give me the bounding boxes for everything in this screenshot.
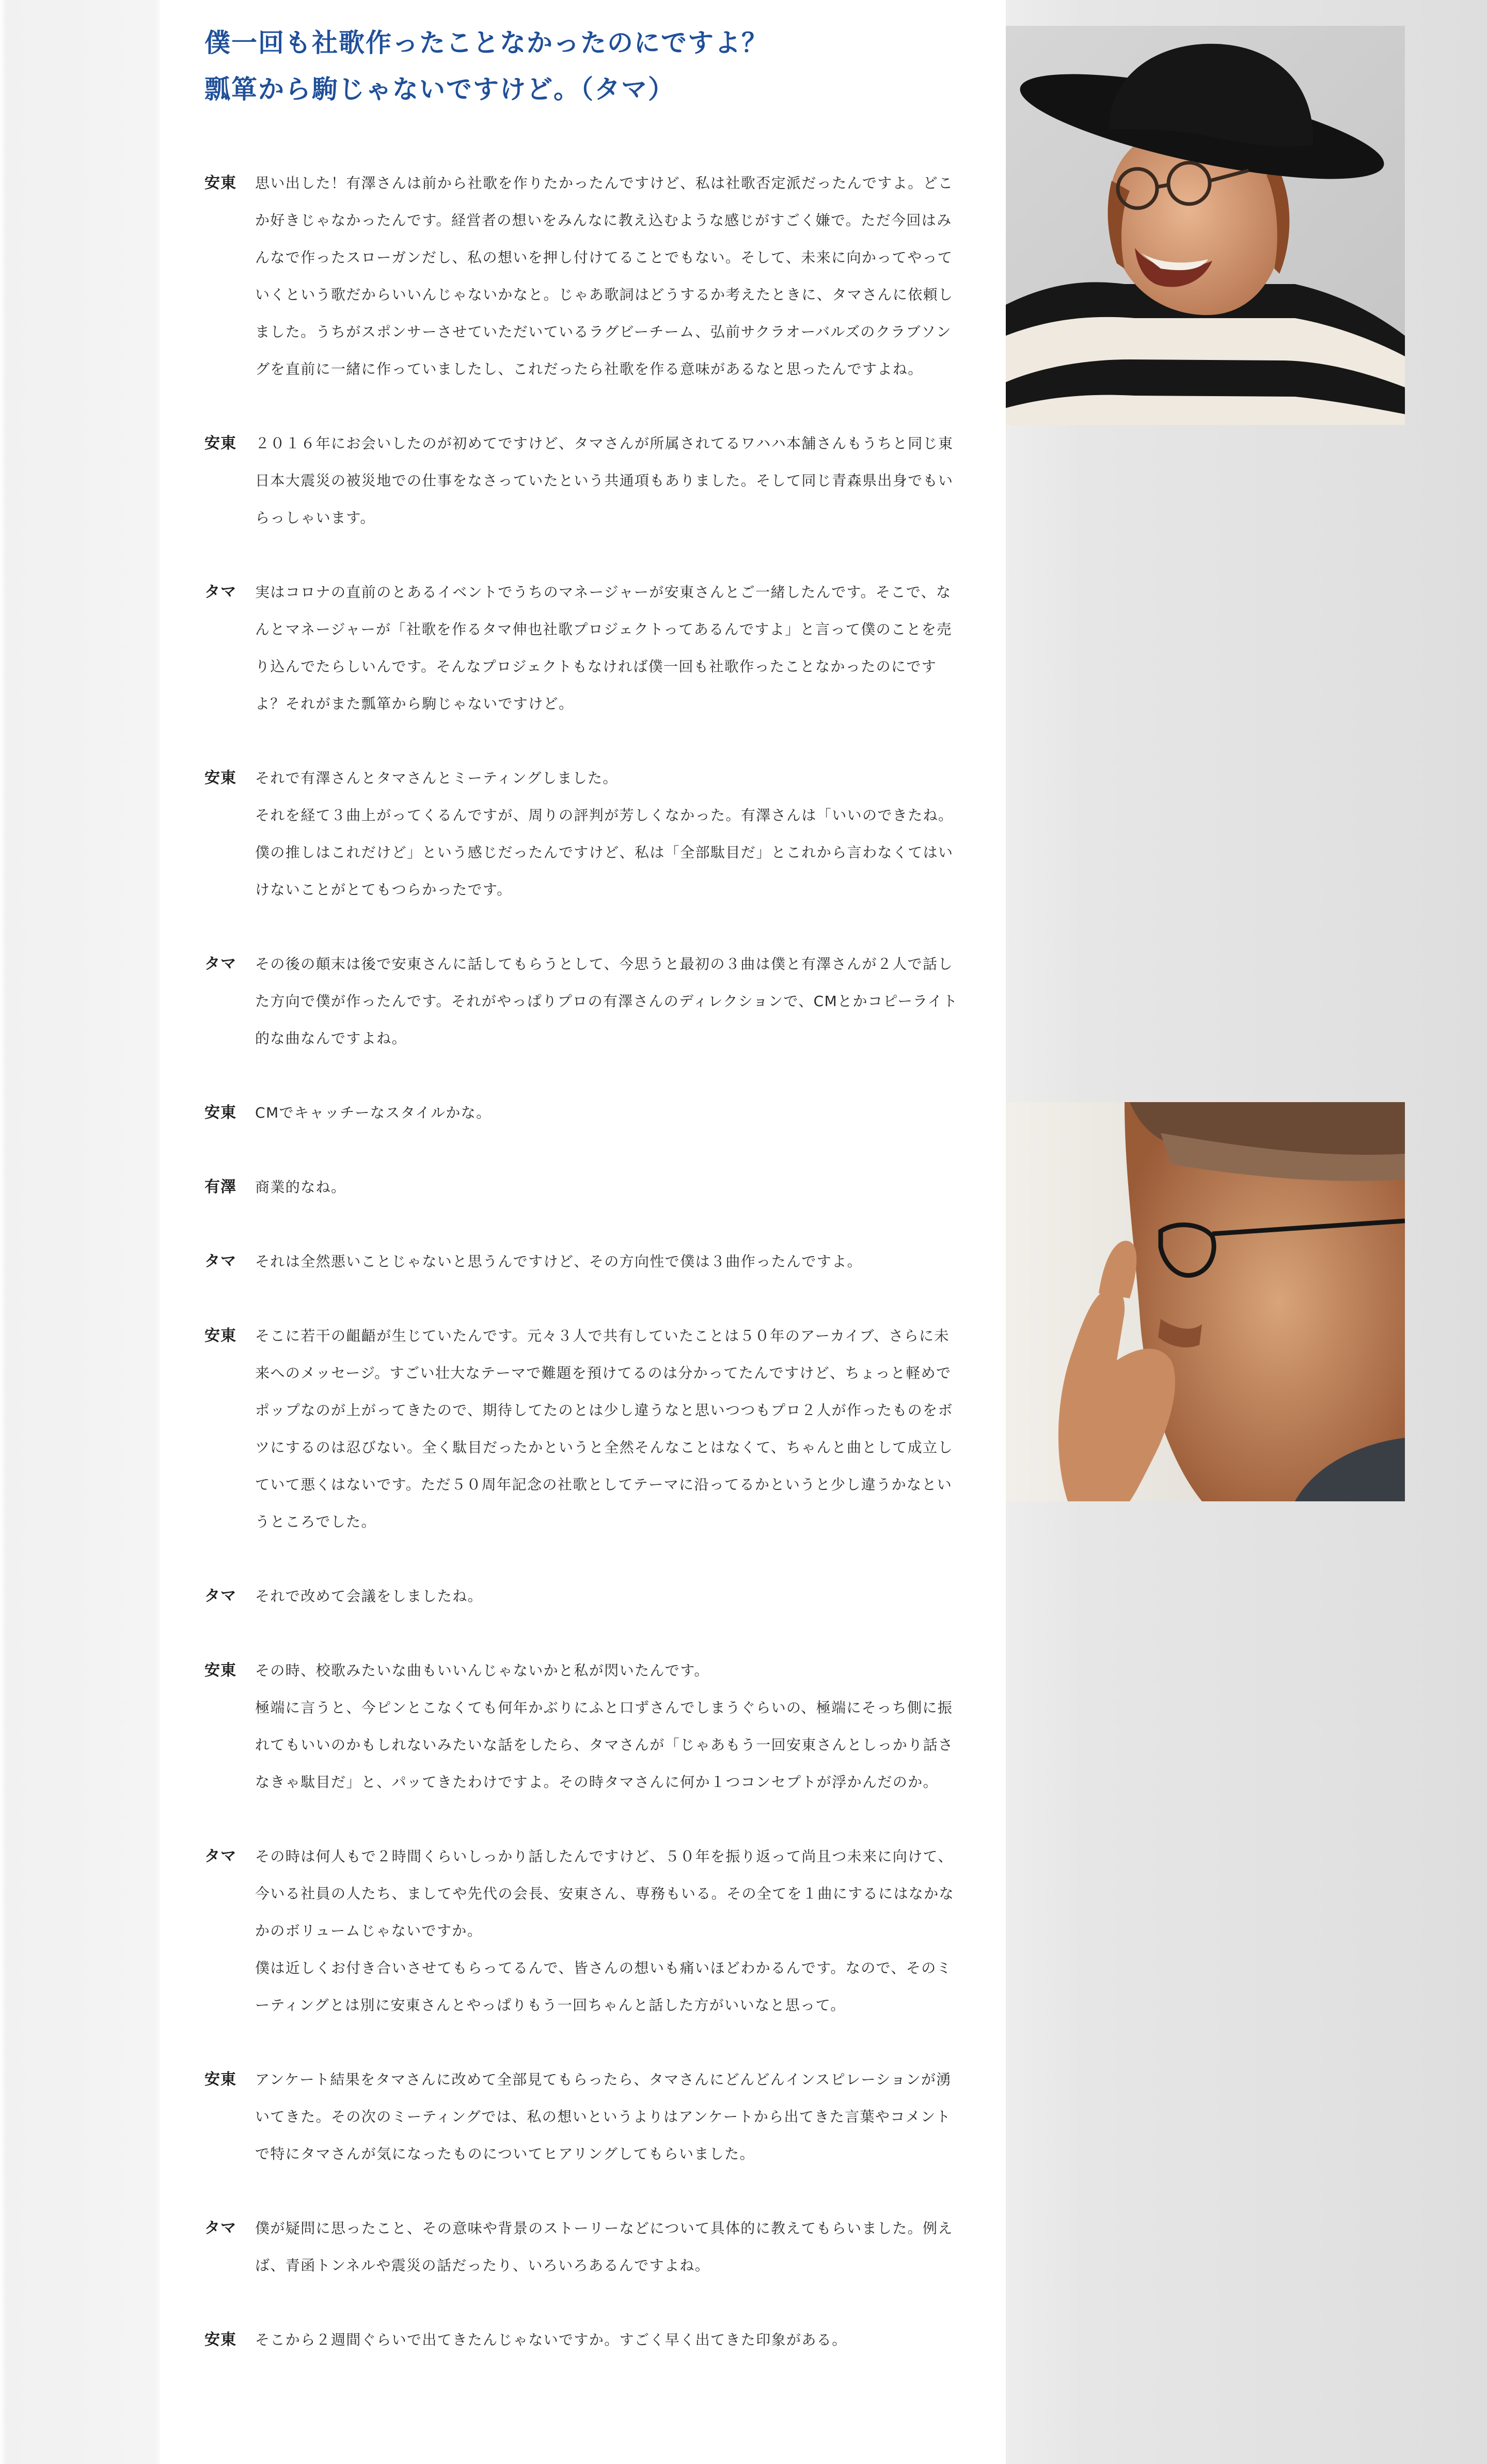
speech-paragraph: そこから２週間ぐらいで出てきたんじゃないですか。すごく早く出てきた印象がある。	[255, 2331, 847, 2348]
speaker-name: 安東	[204, 434, 236, 452]
speech-text	[255, 1317, 963, 1541]
speech-text	[255, 1838, 963, 2024]
speaker-name: 有澤	[204, 1178, 236, 1196]
speech-text	[255, 574, 963, 723]
speech-paragraph: その後の顛末は後で安東さんに話してもらうとして、今思うと最初の３曲は僕と有澤さんが２人で話した方向で僕が作ったんです。それがやっぱりプロの有澤さんのディレクションで、CMとかコピーライト的な曲なんですよね。	[255, 955, 958, 1047]
dialogue-turn	[204, 2321, 963, 2359]
speaker-name: 安東	[204, 1327, 236, 1345]
dialogue-turn	[204, 425, 963, 537]
speaker-name: タマ	[204, 955, 236, 973]
speech-text	[255, 760, 963, 908]
speech-paragraph: アンケート結果をタマさんに改めて全部見てもらったら、タマさんにどんどんインスピレーションが湧いてきた。その次のミーティングでは、私の想いというよりはアンケートから出てきた言葉やコメントで特にタマさんが気になったものについてヒアリングしてもらいました。	[255, 2071, 952, 2162]
dialogue-turn	[204, 1243, 963, 1280]
speaker-name: タマ	[204, 1847, 236, 1865]
interview-photo-1	[1006, 26, 1405, 425]
dialogue-turn	[204, 1578, 963, 1615]
dialogue-turn	[204, 760, 963, 908]
speaker-name: 安東	[204, 174, 236, 192]
speech-paragraph: それを経て３曲上がってくるんですが、周りの評判が芳しくなかった。有澤さんは「いいのできたね。僕の推しはこれだけど」という感じだったんですけど、私は「全部駄目だ」とこれから言わなくてはいけないことがとてもつらかったです。	[255, 807, 954, 898]
page-left-gutter	[0, 0, 160, 2464]
speech-text	[255, 2321, 963, 2359]
speech-text	[255, 1652, 963, 1801]
speech-paragraph: ２０１６年にお会いしたのが初めてですけど、タマさんが所属されてるワハハ本舗さんもうちと同じ東日本大震災の被災地での仕事をなさっていたという共通項もありました。そして同じ青森県出身でもいらっしゃいます。	[255, 435, 954, 526]
speech-text	[255, 1169, 963, 1206]
speech-paragraph: 商業的なね。	[255, 1179, 346, 1196]
interview-dialogue	[204, 165, 963, 2359]
dialogue-turn	[204, 2210, 963, 2284]
speech-text	[255, 1243, 963, 1280]
dialogue-turn	[204, 165, 963, 388]
speech-paragraph: CMでキャッチーなスタイルかな。	[255, 1104, 492, 1121]
dialogue-turn	[204, 1317, 963, 1541]
speech-paragraph: 実はコロナの直前のとあるイベントでうちのマネージャーが安東さんとご一緒したんです。そこで、なんとマネージャーが「社歌を作るタマ伸也社歌プロジェクトってあるんですよ」と言って僕のことを売り込んでたらしいんです。そんなプロジェクトもなければ僕一回も社歌作ったことなかったのにですよ？それがまた瓢箪から駒じゃないですけど。	[255, 584, 952, 712]
speaker-name: タマ	[204, 583, 236, 601]
speech-paragraph: その時、校歌みたいな曲もいいんじゃないかと私が閃いたんです。	[255, 1662, 709, 1679]
dialogue-turn	[204, 1838, 963, 2024]
speech-text	[255, 1094, 963, 1132]
section-heading-line-2: 瓢箪から駒じゃないですけど。（タマ）	[204, 74, 675, 104]
section-heading-line-1: 僕一回も社歌作ったことなかったのにですよ？	[204, 28, 768, 58]
speaker-name: タマ	[204, 1252, 236, 1270]
speaker-name: 安東	[204, 1104, 236, 1122]
speaker-name: タマ	[204, 2219, 236, 2237]
dialogue-turn	[204, 946, 963, 1057]
speech-text	[255, 425, 963, 537]
dialogue-turn	[204, 574, 963, 723]
speech-text	[255, 1578, 963, 1615]
speech-paragraph: その時は何人もで２時間くらいしっかり話したんですけど、５０年を振り返って尚且つ未来に向けて、今いる社員の人たち、ましてや先代の会長、安東さん、専務もいる。その全てを１曲にするにはなかなかのボリュームじゃないですか。	[255, 1848, 955, 1939]
speaker-name: 安東	[204, 2070, 236, 2089]
dialogue-turn	[204, 1094, 963, 1132]
speech-paragraph: それで改めて会議をしましたね。	[255, 1588, 483, 1605]
speech-paragraph: それは全然悪いことじゃないと思うんですけど、その方向性で僕は３曲作ったんですよ。	[255, 1253, 863, 1270]
speech-paragraph: 極端に言うと、今ピンとこなくても何年かぶりにふと口ずさんでしまうぐらいの、極端にそっち側に振れてもいいのかもしれないみたいな話をしたら、タマさんが「じゃあもう一回安東さんとしっかり話さなきゃ駄目だ」と、パッてきたわけですよ。その時タマさんに何か１つコンセプトが浮かんだのか。	[255, 1699, 954, 1791]
section-heading	[204, 20, 979, 113]
speech-text	[255, 2061, 963, 2173]
speaker-name: 安東	[204, 769, 236, 787]
speaker-name: タマ	[204, 1587, 236, 1605]
speech-paragraph: 僕は近しくお付き合いさせてもらってるんで、皆さんの想いも痛いほどわかるんです。なので、そのミーティングとは別に安東さんとやっぱりもう一回ちゃんと話した方がいいなと思って。	[255, 1959, 952, 2014]
speech-paragraph: それで有澤さんとタマさんとミーティングしました。	[255, 770, 618, 787]
interview-photo-2	[1006, 1102, 1405, 1501]
portrait-smiling-man-in-hat-image	[1006, 26, 1405, 425]
speech-text	[255, 165, 963, 388]
dialogue-turn	[204, 1169, 963, 1206]
speech-paragraph: 思い出した！有澤さんは前から社歌を作りたかったんですけど、私は社歌否定派だったんですよ。どこか好きじゃなかったんです。経営者の想いをみんなに教え込むような感じがすごく嫌で。ただ今回はみんなで作ったスローガンだし、私の想いを押し付けてることでもない。そして、未来に向かってやっていくという歌だからいいんじゃないかなと。じゃあ歌詞はどうするか考えたときに、タマさんに依頼しました。うちがスポンサーさせていただいているラグビーチーム、弘前サクラオーバルズのクラブソングを直前に一緒に作っていましたし、これだったら社歌を作る意味があるなと思ったんですよね。	[255, 175, 954, 378]
speech-paragraph: 僕が疑問に思ったこと、その意味や背景のストーリーなどについて具体的に教えてもらいました。例えば、青函トンネルや震災の話だったり、いろいろあるんですよね。	[255, 2220, 953, 2274]
speech-text	[255, 946, 963, 1057]
speaker-name: 安東	[204, 1661, 236, 1680]
speech-paragraph: そこに若干の齟齬が生じていたんです。元々３人で共有していたことは５０年のアーカイブ、さらに未来へのメッセージ。すごい壮大なテーマで難題を預けてるのは分かってたんですけど、ちょっと軽めでポップなのが上がってきたので、期待してたのとは少し違うなと思いつつもプロ２人が作ったものをボツにするのは忍びない。全く駄目だったかというと全然そんなことはなくて、ちゃんと曲として成立していて悪くはないです。ただ５０周年記念の社歌としてテーマに沿ってるかというと少し違うかなというところでした。	[255, 1327, 953, 1530]
speech-text	[255, 2210, 963, 2284]
dialogue-turn	[204, 1652, 963, 1801]
dialogue-turn	[204, 2061, 963, 2173]
speaker-name: 安東	[204, 2331, 236, 2349]
portrait-man-touching-nose-image	[1006, 1102, 1405, 1501]
interview-article	[160, 0, 1006, 2464]
